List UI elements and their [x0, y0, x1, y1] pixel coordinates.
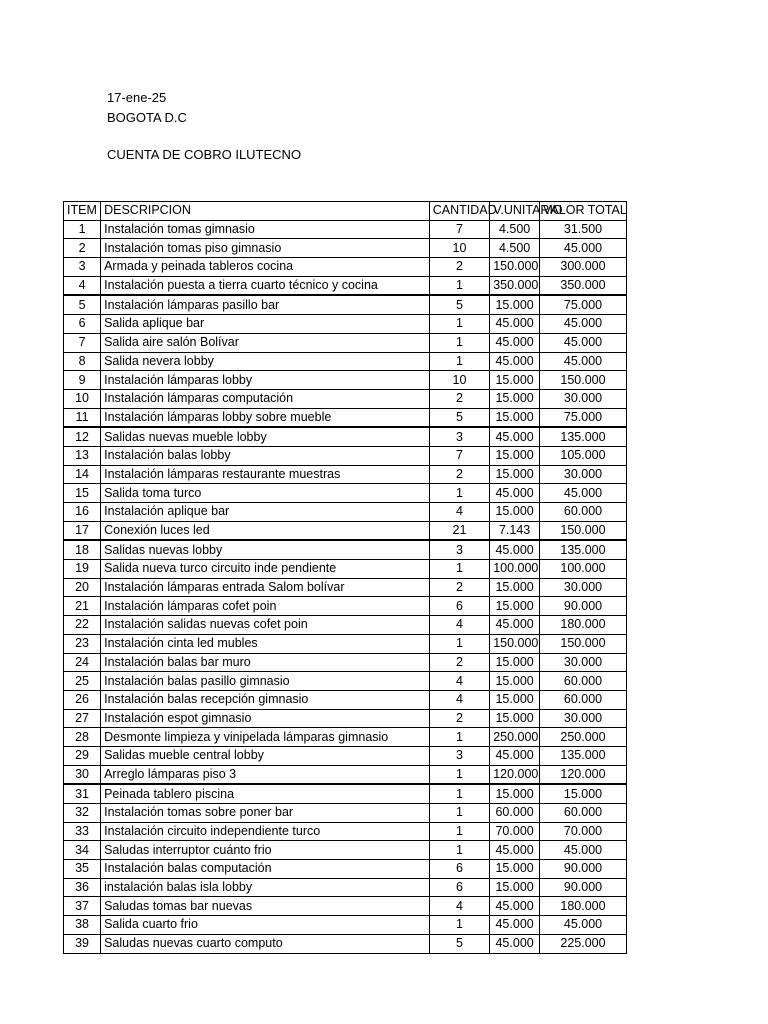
- table-row: [64, 897, 627, 916]
- cell-total-value: 180.000: [540, 897, 627, 916]
- cell-unit-value: 350.000: [490, 276, 540, 295]
- cell-quantity: 1: [429, 822, 489, 841]
- cell-total-value: 45.000: [540, 333, 627, 352]
- cell-item-number: 28: [64, 728, 101, 747]
- cell-description: Desmonte limpieza y vinipelada lámparas gimnasio: [101, 728, 430, 747]
- cell-description: Instalación cinta led mubles: [101, 634, 430, 653]
- cell-quantity: 4: [429, 503, 489, 522]
- cell-item-number: 30: [64, 765, 101, 784]
- cell-total-value: 300.000: [540, 258, 627, 277]
- cell-total-value: 30.000: [540, 653, 627, 672]
- cell-quantity: 6: [429, 878, 489, 897]
- cell-description: Instalación lámparas cofet poin: [101, 597, 430, 616]
- cell-item-number: 17: [64, 521, 101, 540]
- cell-unit-value: 45.000: [490, 841, 540, 860]
- cell-item-number: 20: [64, 578, 101, 597]
- cell-description: Instalación tomas gimnasio: [101, 220, 430, 239]
- cell-quantity: 7: [429, 446, 489, 465]
- cell-item-number: 34: [64, 841, 101, 860]
- cell-unit-value: 15.000: [490, 503, 540, 522]
- table-row: [64, 258, 627, 277]
- cell-description: Salidas nuevas lobby: [101, 540, 430, 559]
- invoice-table-body: [64, 220, 627, 953]
- cell-unit-value: 150.000: [490, 634, 540, 653]
- cell-unit-value: 45.000: [490, 484, 540, 503]
- cell-total-value: 15.000: [540, 784, 627, 803]
- cell-quantity: 1: [429, 333, 489, 352]
- cell-unit-value: 15.000: [490, 878, 540, 897]
- cell-item-number: 2: [64, 239, 101, 258]
- table-row: [64, 484, 627, 503]
- cell-description: Instalación tomas piso gimnasio: [101, 239, 430, 258]
- cell-unit-value: 100.000: [490, 560, 540, 579]
- table-row: [64, 616, 627, 635]
- cell-quantity: 1: [429, 841, 489, 860]
- cell-total-value: 135.000: [540, 746, 627, 765]
- table-row: [64, 540, 627, 559]
- cell-description: Salidas nuevas mueble lobby: [101, 427, 430, 446]
- cell-unit-value: 7.143: [490, 521, 540, 540]
- table-row: [64, 765, 627, 784]
- cell-description: Instalación balas bar muro: [101, 653, 430, 672]
- cell-description: Salidas mueble central lobby: [101, 746, 430, 765]
- cell-unit-value: 120.000: [490, 765, 540, 784]
- cell-item-number: 18: [64, 540, 101, 559]
- cell-total-value: 150.000: [540, 521, 627, 540]
- cell-total-value: 90.000: [540, 860, 627, 879]
- cell-quantity: 1: [429, 276, 489, 295]
- table-row: [64, 597, 627, 616]
- cell-quantity: 4: [429, 897, 489, 916]
- table-row: [64, 333, 627, 352]
- cell-quantity: 1: [429, 352, 489, 371]
- cell-quantity: 10: [429, 371, 489, 390]
- table-header-row: [64, 202, 627, 221]
- cell-item-number: 12: [64, 427, 101, 446]
- cell-quantity: 6: [429, 860, 489, 879]
- cell-description: instalación balas isla lobby: [101, 878, 430, 897]
- cell-description: Salida cuarto frio: [101, 916, 430, 935]
- cell-item-number: 38: [64, 916, 101, 935]
- cell-description: Salida aire salón Bolívar: [101, 333, 430, 352]
- cell-total-value: 225.000: [540, 934, 627, 953]
- cell-item-number: 39: [64, 934, 101, 953]
- cell-item-number: 36: [64, 878, 101, 897]
- cell-item-number: 23: [64, 634, 101, 653]
- cell-item-number: 22: [64, 616, 101, 635]
- cell-total-value: 60.000: [540, 804, 627, 823]
- cell-item-number: 1: [64, 220, 101, 239]
- cell-unit-value: 45.000: [490, 934, 540, 953]
- cell-quantity: 2: [429, 389, 489, 408]
- cell-quantity: 10: [429, 239, 489, 258]
- cell-quantity: 1: [429, 916, 489, 935]
- table-row: [64, 784, 627, 803]
- cell-description: Instalación lámparas pasillo bar: [101, 295, 430, 314]
- cell-description: Instalación aplique bar: [101, 503, 430, 522]
- cell-unit-value: 45.000: [490, 616, 540, 635]
- cell-item-number: 5: [64, 295, 101, 314]
- cell-unit-value: 15.000: [490, 709, 540, 728]
- cell-total-value: 45.000: [540, 916, 627, 935]
- cell-unit-value: 15.000: [490, 465, 540, 484]
- cell-description: Instalación circuito independiente turco: [101, 822, 430, 841]
- table-row: [64, 465, 627, 484]
- table-row: [64, 315, 627, 334]
- cell-total-value: 45.000: [540, 315, 627, 334]
- cell-quantity: 2: [429, 578, 489, 597]
- cell-total-value: 70.000: [540, 822, 627, 841]
- cell-description: Salida nevera lobby: [101, 352, 430, 371]
- cell-item-number: 14: [64, 465, 101, 484]
- table-row: [64, 427, 627, 446]
- document-date: 17-ene-25: [107, 90, 167, 105]
- cell-total-value: 45.000: [540, 352, 627, 371]
- cell-unit-value: 60.000: [490, 804, 540, 823]
- cell-description: Instalación balas lobby: [101, 446, 430, 465]
- cell-quantity: 1: [429, 765, 489, 784]
- cell-total-value: 120.000: [540, 765, 627, 784]
- cell-unit-value: 15.000: [490, 784, 540, 803]
- cell-total-value: 90.000: [540, 597, 627, 616]
- cell-unit-value: 15.000: [490, 389, 540, 408]
- cell-description: Instalación lámparas lobby sobre mueble: [101, 408, 430, 427]
- cell-unit-value: 250.000: [490, 728, 540, 747]
- cell-quantity: 5: [429, 295, 489, 314]
- cell-item-number: 19: [64, 560, 101, 579]
- cell-quantity: 4: [429, 616, 489, 635]
- cell-item-number: 4: [64, 276, 101, 295]
- table-row: [64, 746, 627, 765]
- invoice-table: [63, 201, 627, 954]
- table-row: [64, 239, 627, 258]
- cell-unit-value: 45.000: [490, 916, 540, 935]
- cell-description: Instalación tomas sobre poner bar: [101, 804, 430, 823]
- cell-total-value: 135.000: [540, 427, 627, 446]
- cell-item-number: 8: [64, 352, 101, 371]
- table-row: [64, 709, 627, 728]
- cell-description: Salida nueva turco circuito inde pendiente: [101, 560, 430, 579]
- cell-item-number: 24: [64, 653, 101, 672]
- table-row: [64, 934, 627, 953]
- cell-total-value: 100.000: [540, 560, 627, 579]
- cell-description: Instalación espot gimnasio: [101, 709, 430, 728]
- cell-total-value: 60.000: [540, 690, 627, 709]
- table-row: [64, 352, 627, 371]
- table-row: [64, 503, 627, 522]
- cell-unit-value: 15.000: [490, 597, 540, 616]
- cell-description: Instalación lámparas lobby: [101, 371, 430, 390]
- cell-item-number: 11: [64, 408, 101, 427]
- cell-unit-value: 15.000: [490, 860, 540, 879]
- cell-quantity: 2: [429, 709, 489, 728]
- cell-description: Instalación lámparas entrada Salom bolívar: [101, 578, 430, 597]
- cell-total-value: 30.000: [540, 465, 627, 484]
- cell-description: Conexión luces led: [101, 521, 430, 540]
- cell-total-value: 350.000: [540, 276, 627, 295]
- cell-item-number: 10: [64, 389, 101, 408]
- cell-unit-value: 15.000: [490, 690, 540, 709]
- cell-total-value: 45.000: [540, 841, 627, 860]
- table-row: [64, 916, 627, 935]
- document-city: BOGOTA D.C: [107, 110, 187, 125]
- table-row: [64, 389, 627, 408]
- cell-description: Instalación balas computación: [101, 860, 430, 879]
- table-row: [64, 860, 627, 879]
- cell-total-value: 180.000: [540, 616, 627, 635]
- table-row: [64, 822, 627, 841]
- cell-total-value: 31.500: [540, 220, 627, 239]
- cell-quantity: 2: [429, 465, 489, 484]
- cell-item-number: 9: [64, 371, 101, 390]
- cell-quantity: 1: [429, 728, 489, 747]
- document-title: CUENTA DE COBRO ILUTECNO: [107, 147, 302, 162]
- cell-description: Instalación salidas nuevas cofet poin: [101, 616, 430, 635]
- cell-total-value: 105.000: [540, 446, 627, 465]
- cell-item-number: 13: [64, 446, 101, 465]
- cell-unit-value: 45.000: [490, 746, 540, 765]
- cell-quantity: 1: [429, 315, 489, 334]
- cell-unit-value: 150.000: [490, 258, 540, 277]
- cell-total-value: 150.000: [540, 634, 627, 653]
- cell-total-value: 45.000: [540, 484, 627, 503]
- table-row: [64, 446, 627, 465]
- table-row: [64, 276, 627, 295]
- cell-item-number: 16: [64, 503, 101, 522]
- cell-total-value: 30.000: [540, 578, 627, 597]
- cell-quantity: 1: [429, 784, 489, 803]
- cell-quantity: 2: [429, 653, 489, 672]
- cell-total-value: 150.000: [540, 371, 627, 390]
- cell-unit-value: 4.500: [490, 239, 540, 258]
- cell-item-number: 29: [64, 746, 101, 765]
- cell-description: Saludas tomas bar nuevas: [101, 897, 430, 916]
- cell-item-number: 31: [64, 784, 101, 803]
- cell-total-value: 45.000: [540, 239, 627, 258]
- cell-quantity: 2: [429, 258, 489, 277]
- table-row: [64, 672, 627, 691]
- table-row: [64, 804, 627, 823]
- cell-item-number: 7: [64, 333, 101, 352]
- column-header-total-value: VALOR TOTAL: [540, 202, 627, 221]
- cell-quantity: 3: [429, 540, 489, 559]
- cell-quantity: 5: [429, 408, 489, 427]
- cell-item-number: 6: [64, 315, 101, 334]
- cell-unit-value: 15.000: [490, 578, 540, 597]
- cell-unit-value: 15.000: [490, 371, 540, 390]
- cell-unit-value: 15.000: [490, 295, 540, 314]
- table-row: [64, 690, 627, 709]
- cell-quantity: 1: [429, 634, 489, 653]
- cell-description: Saludas nuevas cuarto computo: [101, 934, 430, 953]
- cell-quantity: 6: [429, 597, 489, 616]
- table-row: [64, 295, 627, 314]
- cell-quantity: 5: [429, 934, 489, 953]
- cell-unit-value: 15.000: [490, 672, 540, 691]
- cell-quantity: 1: [429, 560, 489, 579]
- cell-unit-value: 45.000: [490, 427, 540, 446]
- cell-quantity: 1: [429, 484, 489, 503]
- table-row: [64, 560, 627, 579]
- table-row: [64, 878, 627, 897]
- cell-unit-value: 70.000: [490, 822, 540, 841]
- cell-total-value: 75.000: [540, 408, 627, 427]
- cell-item-number: 3: [64, 258, 101, 277]
- cell-description: Instalación balas pasillo gimnasio: [101, 672, 430, 691]
- cell-quantity: 21: [429, 521, 489, 540]
- column-header-unit-value: V.UNITARIO: [490, 202, 540, 221]
- table-row: [64, 634, 627, 653]
- table-row: [64, 728, 627, 747]
- cell-item-number: 33: [64, 822, 101, 841]
- cell-description: Saludas interruptor cuánto frio: [101, 841, 430, 860]
- cell-item-number: 35: [64, 860, 101, 879]
- cell-unit-value: 15.000: [490, 446, 540, 465]
- cell-quantity: 7: [429, 220, 489, 239]
- cell-total-value: 90.000: [540, 878, 627, 897]
- cell-description: Armada y peinada tableros cocina: [101, 258, 430, 277]
- table-row: [64, 408, 627, 427]
- cell-description: Instalación lámparas restaurante muestras: [101, 465, 430, 484]
- column-header-description: DESCRIPCION: [101, 202, 430, 221]
- table-row: [64, 578, 627, 597]
- cell-description: Salida aplique bar: [101, 315, 430, 334]
- cell-total-value: 60.000: [540, 672, 627, 691]
- table-row: [64, 371, 627, 390]
- table-row: [64, 220, 627, 239]
- cell-unit-value: 45.000: [490, 333, 540, 352]
- cell-total-value: 75.000: [540, 295, 627, 314]
- cell-total-value: 250.000: [540, 728, 627, 747]
- table-row: [64, 521, 627, 540]
- table-row: [64, 841, 627, 860]
- cell-unit-value: 45.000: [490, 352, 540, 371]
- cell-quantity: 1: [429, 804, 489, 823]
- cell-item-number: 26: [64, 690, 101, 709]
- cell-item-number: 32: [64, 804, 101, 823]
- cell-item-number: 37: [64, 897, 101, 916]
- cell-unit-value: 15.000: [490, 653, 540, 672]
- cell-total-value: 135.000: [540, 540, 627, 559]
- cell-item-number: 21: [64, 597, 101, 616]
- cell-unit-value: 4.500: [490, 220, 540, 239]
- cell-total-value: 30.000: [540, 709, 627, 728]
- cell-unit-value: 45.000: [490, 315, 540, 334]
- column-header-item: ITEM: [64, 202, 101, 221]
- cell-unit-value: 45.000: [490, 540, 540, 559]
- cell-unit-value: 15.000: [490, 408, 540, 427]
- cell-description: Salida toma turco: [101, 484, 430, 503]
- cell-description: Instalación puesta a tierra cuarto técnico y cocina: [101, 276, 430, 295]
- cell-item-number: 27: [64, 709, 101, 728]
- cell-description: Arreglo lámparas piso 3: [101, 765, 430, 784]
- cell-quantity: 3: [429, 427, 489, 446]
- cell-quantity: 3: [429, 746, 489, 765]
- table-row: [64, 653, 627, 672]
- cell-item-number: 25: [64, 672, 101, 691]
- cell-description: Peinada tablero piscina: [101, 784, 430, 803]
- cell-item-number: 15: [64, 484, 101, 503]
- cell-description: Instalación balas recepción gimnasio: [101, 690, 430, 709]
- column-header-quantity: CANTIDAD: [429, 202, 489, 221]
- cell-quantity: 4: [429, 690, 489, 709]
- cell-unit-value: 45.000: [490, 897, 540, 916]
- cell-description: Instalación lámparas computación: [101, 389, 430, 408]
- cell-total-value: 30.000: [540, 389, 627, 408]
- cell-total-value: 60.000: [540, 503, 627, 522]
- cell-quantity: 4: [429, 672, 489, 691]
